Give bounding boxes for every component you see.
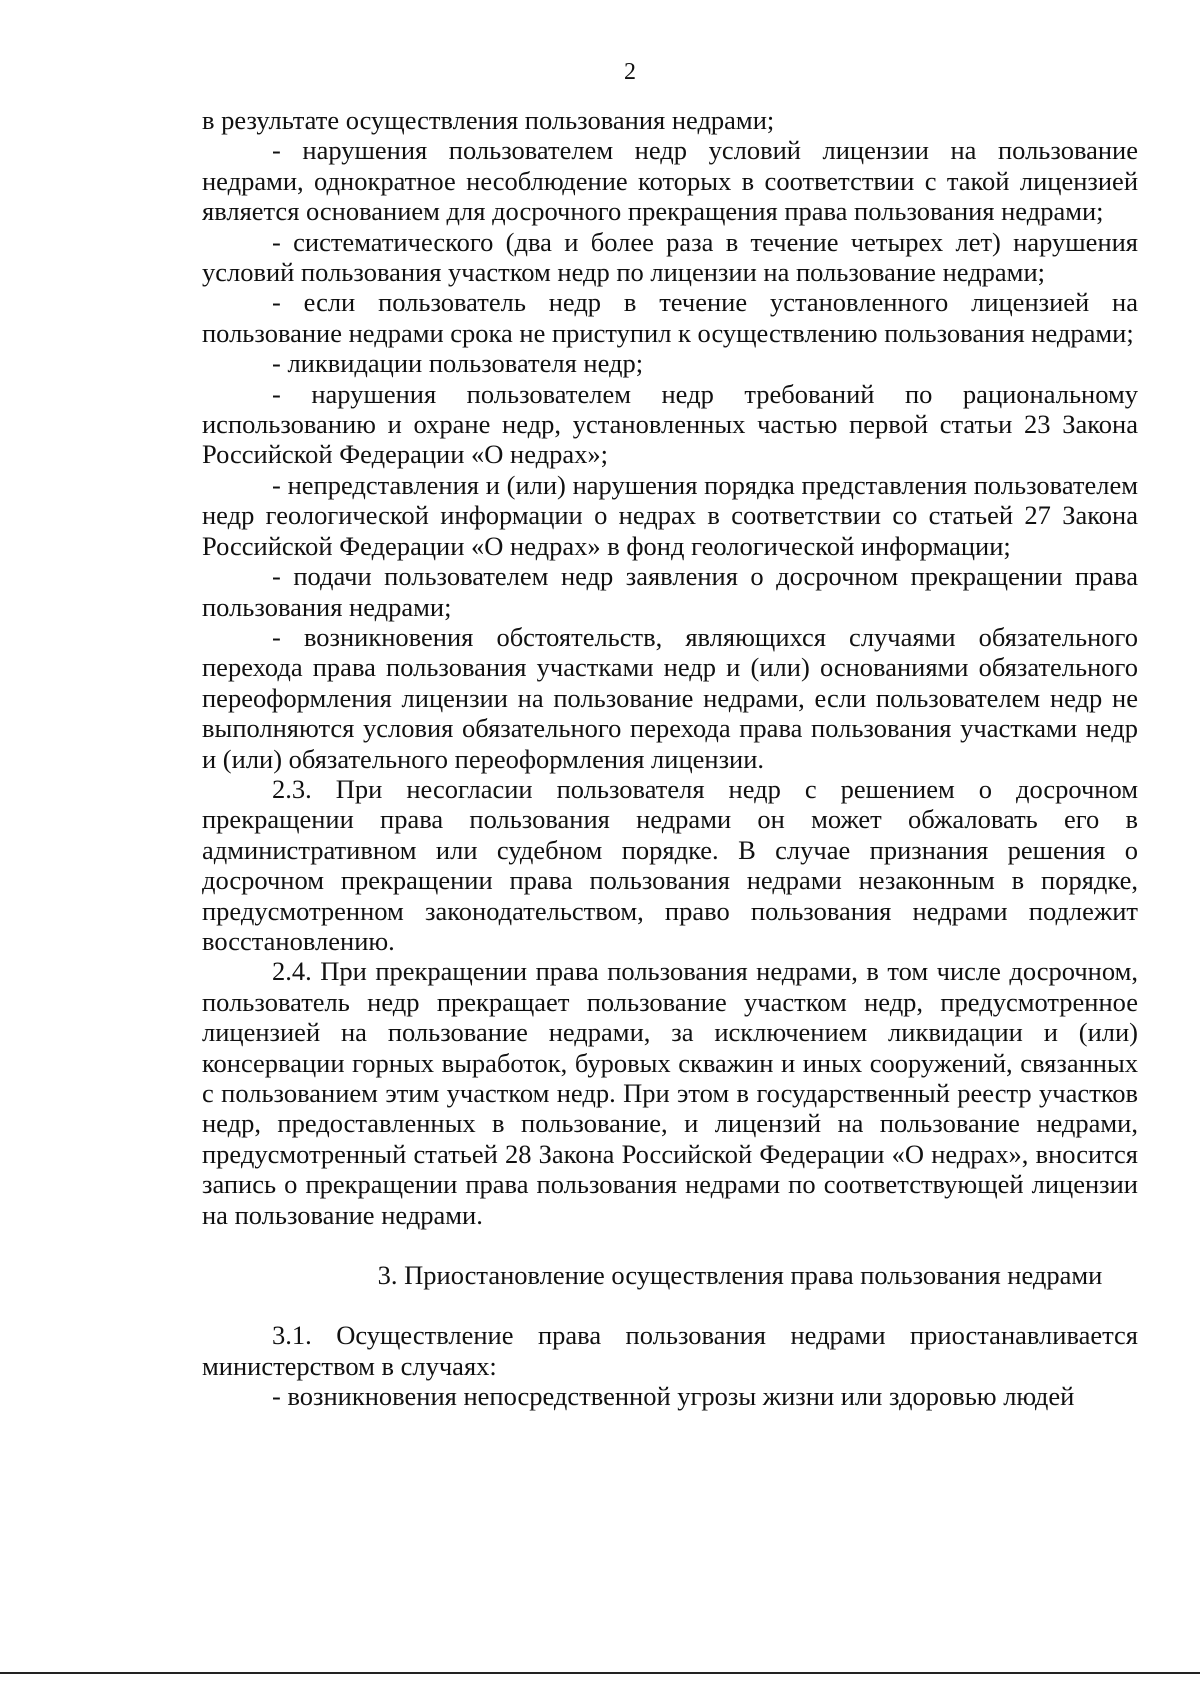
document-body bbox=[202, 105, 1138, 1412]
paragraph-continuation: в результате осуществления пользования недрами; bbox=[202, 105, 775, 135]
section-3-heading: 3. Приостановление осуществления права пользования недрами bbox=[377, 1260, 1103, 1291]
list-item-liquidation: - ликвидации пользователя недр; bbox=[272, 348, 644, 379]
clause-2-3: 2.3. При несогласии пользователя недр с решением о досрочном прекращении права пользования недрами он может обжаловать его в административном или судебном порядке. В случае признания решения о досрочном прекращении права пользования недрами незаконным в порядке, предусмотренном законодательством, право пользования недрами подлежит восстановлению. bbox=[202, 773, 1138, 956]
list-item-user-application: - подачи пользователем недр заявления о досрочном прекращении права пользования недрами; bbox=[202, 561, 1138, 622]
clause-3-1: 3.1. Осуществление права пользования недрами приостанавливается министерством в случаях: bbox=[202, 1320, 1138, 1381]
list-item-threat-to-life: - возникновения непосредственной угрозы жизни или здоровью людей bbox=[272, 1381, 1075, 1412]
scan-bottom-edge bbox=[0, 1672, 1200, 1674]
page-number: 2 bbox=[624, 59, 636, 85]
list-item-mandatory-transfer: - возникновения обстоятельств, являющихся случаями обязательного перехода права пользования участками недр и (или) основаниями обязательного переоформления лицензии на пользование недрами, если пользователем недр не выполняются условия обязательного перехода права пользования участками недр и (или) обязательного переоформления лицензии. bbox=[202, 621, 1138, 774]
list-item-license-violation: - нарушения пользователем недр условий лицензии на пользование недрами, однократное несоблюдение которых в соответствии с такой лицензией является основанием для досрочного прекращения права пользования недрами; bbox=[202, 135, 1138, 227]
list-item-systematic-violation: - систематического (два и более раза в течение четырех лет) нарушения условий пользования участком недр по лицензии на пользование недрами; bbox=[202, 226, 1138, 288]
list-item-geological-info: - непредставления и (или) нарушения порядка представления пользователем недр геологической информации о недрах в соответствии со статьей 27 Закона Российской Федерации «О недрах» в фонд геологической информации; bbox=[202, 469, 1138, 561]
list-item-not-started: - если пользователь недр в течение установленного лицензией на пользование недрами срока не приступил к осуществлению пользования недрами; bbox=[202, 287, 1138, 348]
list-item-rational-use-violation: - нарушения пользователем недр требований по рациональному использованию и охране недр, установленных частью первой статьи 23 Закона Российской Федерации «О недрах»; bbox=[202, 378, 1138, 470]
clause-2-4: 2.4. При прекращении права пользования недрами, в том числе досрочном, пользователь недр прекращает пользование участком недр, предусмотренное лицензией на пользование недрами, за исключением ликвидации и (или) консервации горных выработок, буровых скважин и иных сооружений, связанных с пользованием этим участком недр. При этом в государственный реестр участков недр, предоставленных в пользование, и лицензий на пользование недрами, предусмотренный статьей 28 Закона Российской Федерации «О недрах», вносится запись о прекращении права пользования недрами по соответствующей лицензии на пользование недрами. bbox=[202, 956, 1138, 1230]
